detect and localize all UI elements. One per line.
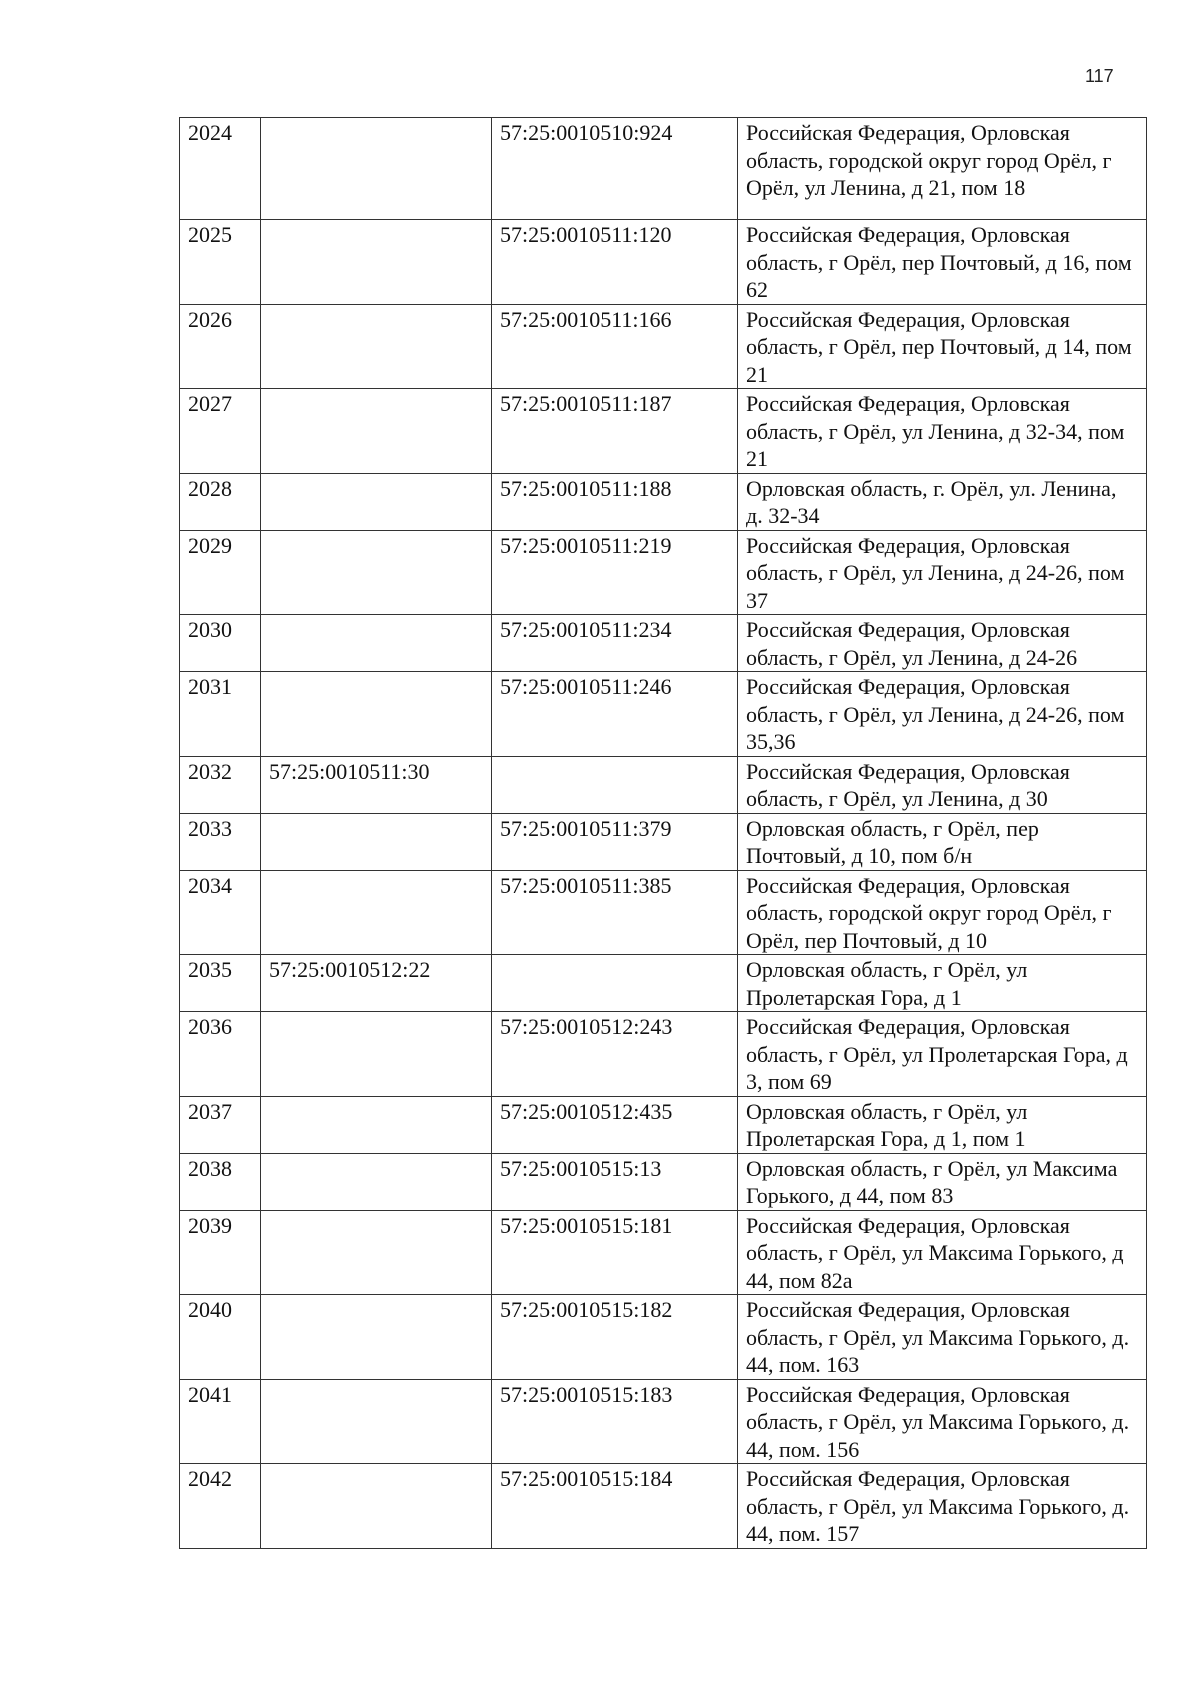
row-number-cell: 2039 — [180, 1210, 261, 1295]
row-number-cell: 2028 — [180, 473, 261, 530]
land-cadastral-number-cell — [261, 1295, 492, 1380]
object-cadastral-number-cell: 57:25:0010515:182 — [492, 1295, 738, 1380]
row-number-cell: 2036 — [180, 1012, 261, 1097]
object-cadastral-number-cell: 57:25:0010511:166 — [492, 304, 738, 389]
row-number-cell: 2029 — [180, 530, 261, 615]
row-number-cell: 2026 — [180, 304, 261, 389]
table-row — [180, 955, 1147, 1012]
row-number-cell: 2024 — [180, 118, 261, 220]
table-row — [180, 1210, 1147, 1295]
land-cadastral-number-cell — [261, 870, 492, 955]
address-cell: Российская Федерация, Орловская область, г Орёл, пер Почтовый, д 14, пом 21 — [738, 304, 1147, 389]
address-cell: Российская Федерация, Орловская область, г Орёл, ул Максима Горького, д. 44, пом. 163 — [738, 1295, 1147, 1380]
object-cadastral-number-cell — [492, 955, 738, 1012]
land-cadastral-number-cell — [261, 1012, 492, 1097]
land-cadastral-number-cell — [261, 1153, 492, 1210]
object-cadastral-number-cell: 57:25:0010515:181 — [492, 1210, 738, 1295]
table-row — [180, 1153, 1147, 1210]
land-cadastral-number-cell — [261, 1464, 492, 1549]
object-cadastral-number-cell: 57:25:0010511:385 — [492, 870, 738, 955]
land-cadastral-number-cell — [261, 1379, 492, 1464]
object-cadastral-number-cell: 57:25:0010511:234 — [492, 615, 738, 672]
row-number-cell: 2035 — [180, 955, 261, 1012]
table-row — [180, 304, 1147, 389]
address-cell: Российская Федерация, Орловская область, городской округ город Орёл, г Орёл, пер Почтовый, д 10 — [738, 870, 1147, 955]
address-cell: Российская Федерация, Орловская область, г Орёл, ул Пролетарская Гора, д 3, пом 69 — [738, 1012, 1147, 1097]
table-row — [180, 1464, 1147, 1549]
address-cell: Российская Федерация, Орловская область, г Орёл, ул Ленина, д 24-26 — [738, 615, 1147, 672]
object-cadastral-number-cell: 57:25:0010515:13 — [492, 1153, 738, 1210]
address-cell: Российская Федерация, Орловская область, г Орёл, ул Ленина, д 32-34, пом 21 — [738, 389, 1147, 474]
land-cadastral-number-cell — [261, 615, 492, 672]
address-cell: Российская Федерация, Орловская область, г Орёл, ул Ленина, д 24-26, пом 35,36 — [738, 672, 1147, 757]
address-cell: Орловская область, г Орёл, ул Пролетарская Гора, д 1 — [738, 955, 1147, 1012]
row-number-cell: 2025 — [180, 220, 261, 305]
table-row — [180, 1379, 1147, 1464]
land-cadastral-number-cell — [261, 220, 492, 305]
table-row — [180, 672, 1147, 757]
row-number-cell: 2038 — [180, 1153, 261, 1210]
address-cell: Орловская область, г. Орёл, ул. Ленина, д. 32-34 — [738, 473, 1147, 530]
table-row — [180, 1096, 1147, 1153]
address-cell: Российская Федерация, Орловская область, г Орёл, пер Почтовый, д 16, пом 62 — [738, 220, 1147, 305]
land-cadastral-number-cell — [261, 672, 492, 757]
land-cadastral-number-cell: 57:25:0010512:22 — [261, 955, 492, 1012]
table-row — [180, 389, 1147, 474]
row-number-cell: 2042 — [180, 1464, 261, 1549]
object-cadastral-number-cell: 57:25:0010515:184 — [492, 1464, 738, 1549]
object-cadastral-number-cell: 57:25:0010512:243 — [492, 1012, 738, 1097]
registry-body — [180, 118, 1147, 1549]
object-cadastral-number-cell: 57:25:0010512:435 — [492, 1096, 738, 1153]
address-cell: Российская Федерация, Орловская область, г Орёл, ул Ленина, д 24-26, пом 37 — [738, 530, 1147, 615]
row-number-cell: 2041 — [180, 1379, 261, 1464]
land-cadastral-number-cell — [261, 813, 492, 870]
object-cadastral-number-cell — [492, 756, 738, 813]
land-cadastral-number-cell — [261, 530, 492, 615]
row-number-cell: 2034 — [180, 870, 261, 955]
row-number-cell: 2030 — [180, 615, 261, 672]
table-row — [180, 530, 1147, 615]
row-number-cell: 2031 — [180, 672, 261, 757]
object-cadastral-number-cell: 57:25:0010511:246 — [492, 672, 738, 757]
row-number-cell: 2037 — [180, 1096, 261, 1153]
address-cell: Российская Федерация, Орловская область, г Орёл, ул Максима Горького, д. 44, пом. 156 — [738, 1379, 1147, 1464]
land-cadastral-number-cell — [261, 1210, 492, 1295]
address-cell: Орловская область, г Орёл, пер Почтовый, д 10, пом б/н — [738, 813, 1147, 870]
address-cell: Орловская область, г Орёл, ул Максима Горького, д 44, пом 83 — [738, 1153, 1147, 1210]
table-row — [180, 615, 1147, 672]
land-cadastral-number-cell — [261, 304, 492, 389]
address-cell: Российская Федерация, Орловская область, г Орёл, ул Ленина, д 30 — [738, 756, 1147, 813]
row-number-cell: 2032 — [180, 756, 261, 813]
table-row — [180, 870, 1147, 955]
table-row — [180, 813, 1147, 870]
row-number-cell: 2033 — [180, 813, 261, 870]
table-row — [180, 756, 1147, 813]
table-row — [180, 220, 1147, 305]
row-number-cell: 2027 — [180, 389, 261, 474]
object-cadastral-number-cell: 57:25:0010511:120 — [492, 220, 738, 305]
object-cadastral-number-cell: 57:25:0010515:183 — [492, 1379, 738, 1464]
address-cell: Российская Федерация, Орловская область, г Орёл, ул Максима Горького, д. 44, пом. 157 — [738, 1464, 1147, 1549]
object-cadastral-number-cell: 57:25:0010511:187 — [492, 389, 738, 474]
table-row — [180, 118, 1147, 220]
address-cell: Российская Федерация, Орловская область, г Орёл, ул Максима Горького, д 44, пом 82а — [738, 1210, 1147, 1295]
row-number-cell: 2040 — [180, 1295, 261, 1380]
land-cadastral-number-cell — [261, 1096, 492, 1153]
address-cell: Орловская область, г Орёл, ул Пролетарская Гора, д 1, пом 1 — [738, 1096, 1147, 1153]
table-row — [180, 1012, 1147, 1097]
object-cadastral-number-cell: 57:25:0010511:219 — [492, 530, 738, 615]
object-cadastral-number-cell: 57:25:0010511:188 — [492, 473, 738, 530]
land-cadastral-number-cell — [261, 389, 492, 474]
land-cadastral-number-cell — [261, 118, 492, 220]
address-cell: Российская Федерация, Орловская область, городской округ город Орёл, г Орёл, ул Ленина, д 21, пом 18 — [738, 118, 1147, 220]
land-cadastral-number-cell — [261, 473, 492, 530]
land-cadastral-number-cell: 57:25:0010511:30 — [261, 756, 492, 813]
object-cadastral-number-cell: 57:25:0010510:924 — [492, 118, 738, 220]
object-cadastral-number-cell: 57:25:0010511:379 — [492, 813, 738, 870]
registry-table — [179, 117, 1147, 1549]
table-row — [180, 473, 1147, 530]
table-row — [180, 1295, 1147, 1380]
page-number: 117 — [1085, 66, 1114, 86]
